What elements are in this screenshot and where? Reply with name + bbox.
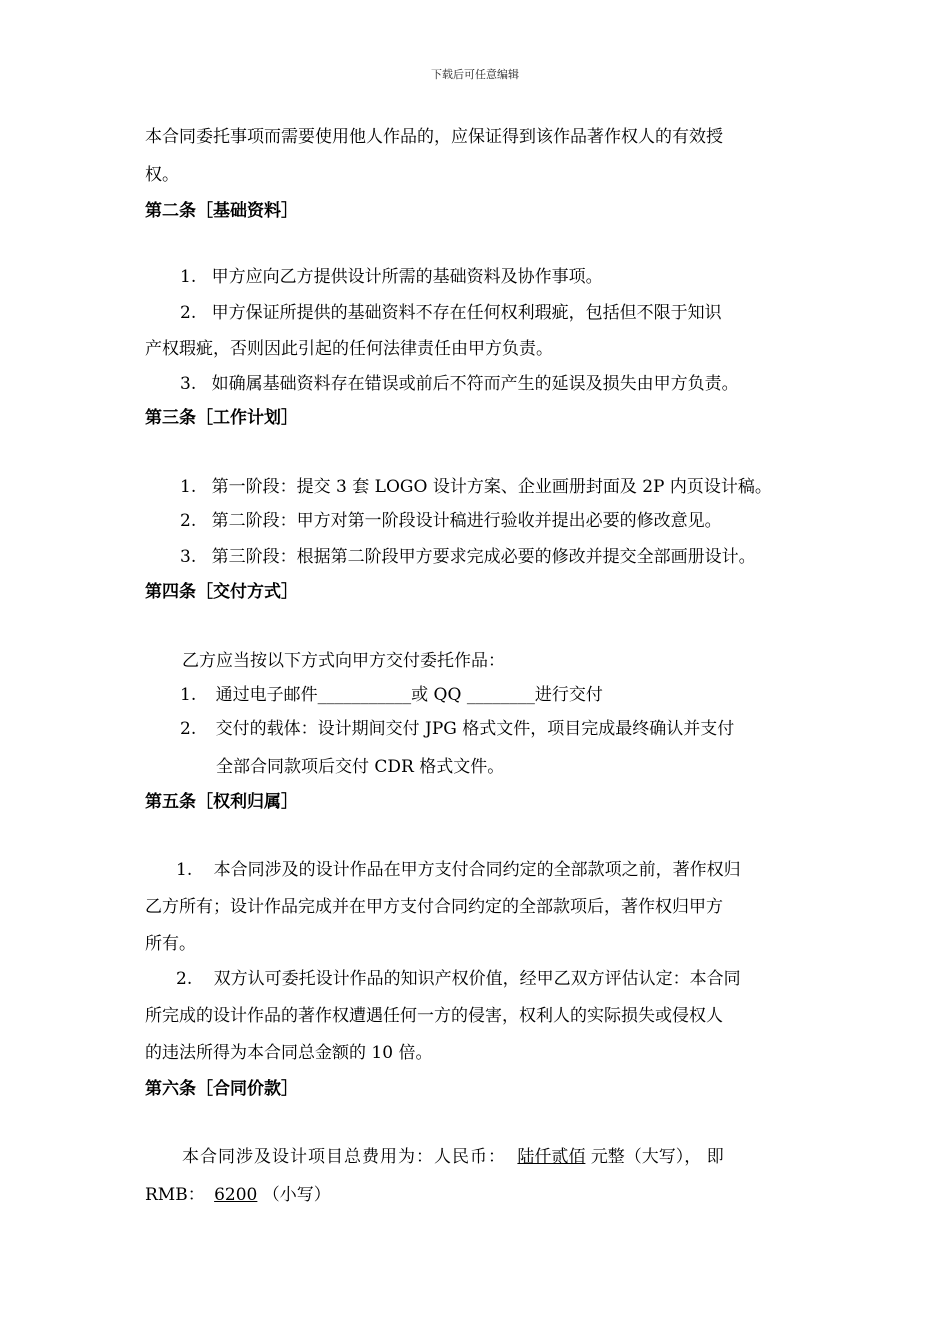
- intro-line-1: 本合同委托事项而需要使用他人作品的，应保证得到该作品著作权人的有效授: [145, 127, 723, 147]
- amount-in-words: 陆仟贰佰: [517, 1147, 586, 1167]
- amount-note: （小写）: [262, 1185, 331, 1205]
- article-5-item-1-cont-2: 所有。: [145, 934, 196, 954]
- rmb-label: RMB：: [145, 1185, 205, 1205]
- article-6-price-line-2: [145, 1184, 331, 1206]
- item-text: 甲方应向乙方提供设计所需的基础资料及协作事项。: [211, 267, 603, 287]
- article-4-item-2: [180, 718, 734, 740]
- item-number: 2.: [180, 719, 197, 739]
- amount-in-numbers: 6200: [214, 1185, 258, 1205]
- item-number: 3.: [180, 374, 197, 394]
- intro-line-2: 权。: [145, 165, 179, 185]
- item-number: 2.: [180, 511, 197, 531]
- item-text: 交付的载体：设计期间交付 JPG 格式文件，项目完成最终确认并支付: [215, 719, 735, 739]
- item-text: 第二阶段：甲方对第一阶段设计稿进行验收并提出必要的修改意见。: [211, 511, 722, 531]
- article-5-item-2: [176, 968, 741, 990]
- item-number: 1.: [176, 860, 193, 880]
- article-4-title: 第四条［交付方式］: [145, 582, 298, 602]
- item-text: 本合同涉及的设计作品在甲方支付合同约定的全部款项之前，著作权归: [213, 860, 741, 880]
- article-4-item-2-cont: 全部合同款项后交付 CDR 格式文件。: [216, 757, 505, 777]
- article-3-item-3: [180, 546, 756, 568]
- item-number: 2.: [180, 303, 197, 323]
- article-6-title: 第六条［合同价款］: [145, 1079, 298, 1099]
- article-5-item-2-cont-1: 所完成的设计作品的著作权遭遇任何一方的侵害，权利人的实际损失或侵权人: [145, 1006, 723, 1026]
- article-3-item-1: [180, 476, 772, 498]
- item-number: 1.: [180, 267, 197, 287]
- item-text: 第一阶段：提交 3 套 LOGO 设计方案、企业画册封面及 2P 内页设计稿。: [211, 477, 772, 497]
- article-6-price-line-1: [182, 1146, 724, 1168]
- item-text: 双方认可委托设计作品的知识产权价值，经甲乙双方评估认定：本合同: [213, 969, 741, 989]
- item-number: 2.: [176, 969, 193, 989]
- article-5-item-2-cont-2: 的违法所得为本合同总金额的 10 倍。: [145, 1043, 433, 1063]
- article-3-title: 第三条［工作计划］: [145, 408, 298, 428]
- item-text: 第三阶段：根据第二阶段甲方要求完成必要的修改并提交全部画册设计。: [211, 547, 756, 567]
- price-suffix: 元整（大写）， 即: [590, 1147, 724, 1167]
- article-4-intro: 乙方应当按以下方式向甲方交付委托作品：: [182, 651, 505, 671]
- article-2-item-2-cont: 产权瑕疵，否则因此引起的任何法律责任由甲方负责。: [145, 339, 553, 359]
- article-5-item-1-cont-1: 乙方所有；设计作品完成并在甲方支付合同约定的全部款项后，著作权归甲方: [145, 897, 723, 917]
- item-text: 如确属基础资料存在错误或前后不符而产生的延误及损失由甲方负责。: [211, 374, 739, 394]
- price-prefix: 本合同涉及设计项目总费用为：人民币：: [182, 1147, 506, 1167]
- article-2-item-3: [180, 373, 739, 395]
- article-2-item-1: [180, 266, 603, 288]
- page-header: 下载后可任意编辑: [431, 68, 519, 81]
- article-5-title: 第五条［权利归属］: [145, 792, 298, 812]
- article-2-title: 第二条［基础资料］: [145, 201, 298, 221]
- article-4-item-1: [180, 684, 603, 706]
- item-text: 通过电子邮件___________或 QQ ________进行交付: [215, 685, 603, 705]
- article-2-item-2: [180, 302, 722, 324]
- article-3-item-2: [180, 510, 722, 532]
- item-number: 1.: [180, 477, 197, 497]
- item-number: 1.: [180, 685, 197, 705]
- item-number: 3.: [180, 547, 197, 567]
- item-text: 甲方保证所提供的基础资料不存在任何权利瑕疵，包括但不限于知识: [211, 303, 722, 323]
- article-5-item-1: [176, 859, 741, 881]
